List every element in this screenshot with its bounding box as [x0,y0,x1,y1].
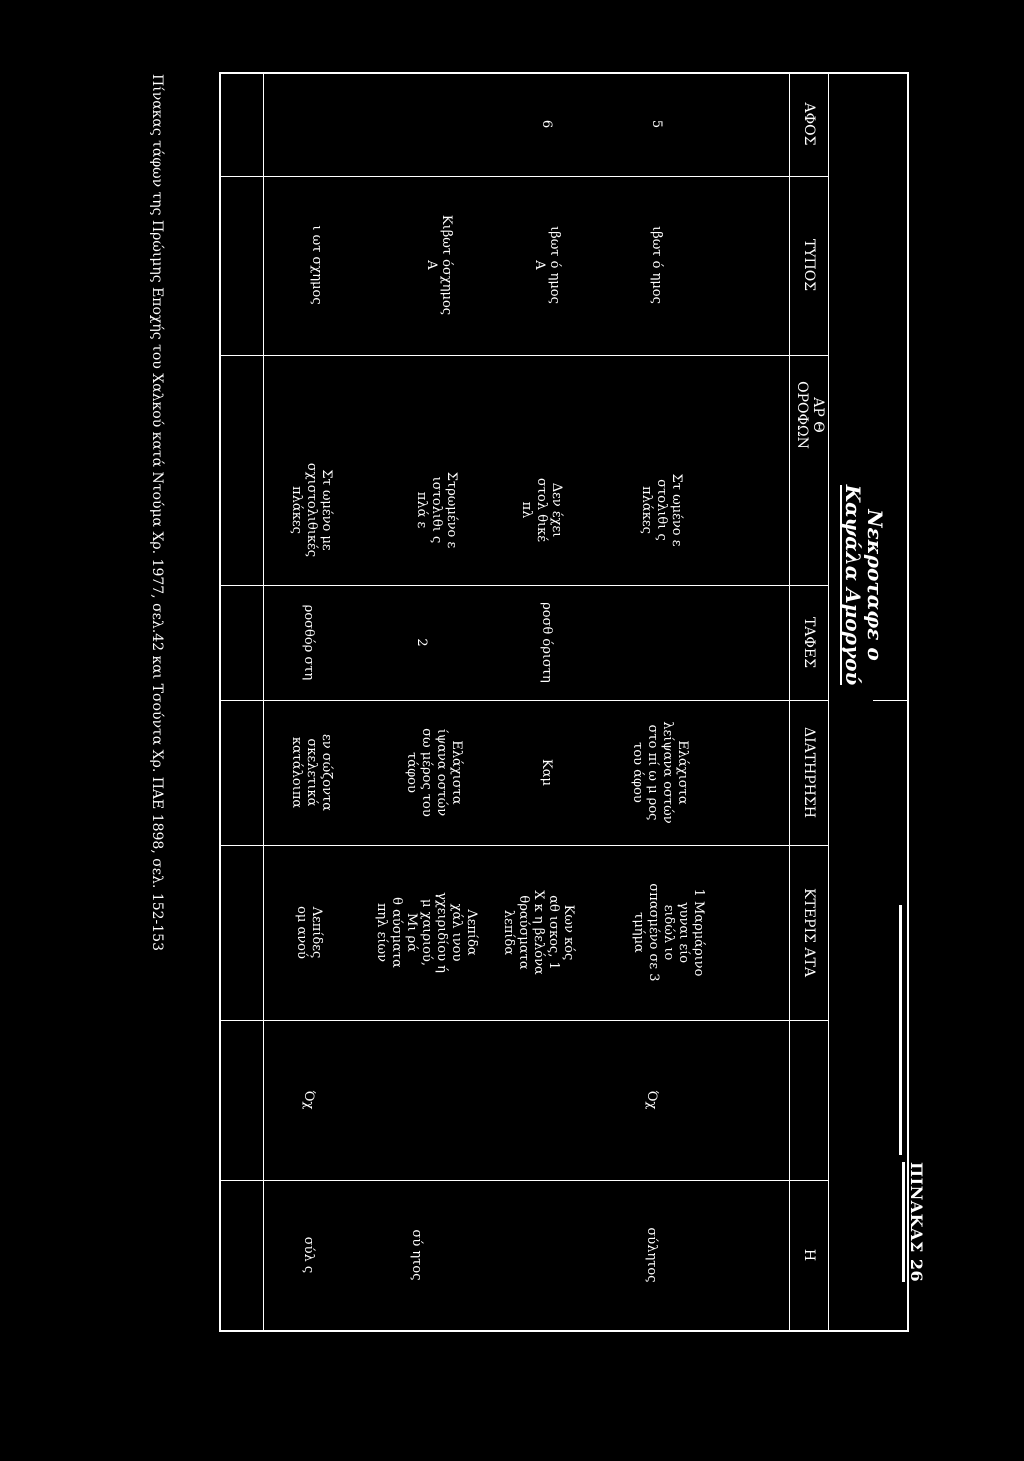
header-tafes: ΤΑΦΕΣ [801,616,817,669]
header-typos: ΤΥΠΟΣ [801,238,817,292]
header-orofoi: ΑΡ Θ ΟΡΟΦΩΝ [794,381,826,449]
table-number: ΠΙΝΑΚΑΣ 26 [902,1162,926,1282]
row-5-diatirisi: Ελάχιστα λείψανα οστών στο πί ω μ ρος του άφου [630,721,690,824]
row-8-diatirisi: εν σώζοντα σκελετικά κατάλοιπα [289,734,334,811]
body-bottom-rule [263,72,264,1332]
row-7-last: σύ ητος [409,1229,424,1281]
row-5-tafos: 5 [649,119,664,129]
header-last: Η [801,1248,817,1262]
header-tafos: ΑΦΟΣ [801,102,817,146]
row-5-typos: ιβωτ ό ημος [649,226,664,304]
header-kterismata: ΚΤΕΡΙΣ ΑΤΑ [801,888,817,977]
row-6-tafos: 6 [539,119,554,129]
col-rule-7 [219,1180,829,1181]
table-title [840,425,886,745]
row-5-last: σύλητος [644,1227,659,1283]
row-8-typos: ι ωτ σχημος [309,225,324,305]
header-top-rule [828,72,829,1332]
title-line-2: Καψάλα Αμοργού [841,484,865,686]
row-7-construction: Στρωμένο ε ιστολιθι ς πλά ε [414,471,459,549]
row-8-kterismata: Λεπίδες ομ ανού [294,906,324,959]
row-6-tafes: ροσθ όριστη [539,602,554,683]
row-8-construction: Στ ωμένο με σχιστολιθικές πλάκες [289,462,334,558]
row-6-kterismata: Κων κός αθ ισκος, 1 Χ κ η βελόνα θραύσματα λεπίδα [501,890,576,975]
row-8-ox: Όχ [301,1090,316,1110]
col-rule-1 [219,176,829,177]
table-caption: Πίνακας τάφων της Πρώιμης Εποχής του Χαλκού κατά Ντούμα Χρ. 1977, σελ.42 και Τσούντα Χρ. ΠΑΕ 1898, σελ. 152-153 [149,74,165,951]
row-6-diatirisi: Καμ [539,759,554,786]
row-6-construction: Δεν έχει στολ θικέ πλ [519,477,564,543]
row-7-tafes: 2 [414,638,429,647]
col-rule-6 [219,1020,829,1021]
header-diatirisi: ΔΙΑΤΗΡΗΣΗ [801,726,817,819]
row-7-kterismata: Λεπίδα χάλ ινου γχειριδίου ή μ χαιριού, Μι ρά θ αύσματα πηλ είων [374,892,479,973]
row-5-construction: Στ ωμένο ε στολιθι ς πλάκες [639,473,684,547]
col-rule-5 [219,845,829,846]
col-rule-3 [219,585,829,586]
row-7-diatirisi: Ελάχιστα ίψανα οστών σω μέρος του τάφου [404,728,464,817]
row-5-ox: Όχ [644,1090,659,1110]
row-7-typos: Κιβωτ όσχημος Α [424,214,454,316]
title-line-1: Νεκροταφε ο [863,509,887,661]
row-8-last: σύλ ς [301,1236,316,1274]
row-5-kterismata: 1 Μαρμάρινο γυναι είο ειδώλ ιο σπασμένο σε 3 τμήμα [631,883,706,982]
row-8-tafes: ροσθόρ στη [301,604,316,681]
header-bottom-rule [789,72,790,1332]
row-6-typos: ιβωτ ό ημος Α [532,226,562,304]
col-rule-2 [219,355,829,356]
col-rule-4 [219,700,829,701]
